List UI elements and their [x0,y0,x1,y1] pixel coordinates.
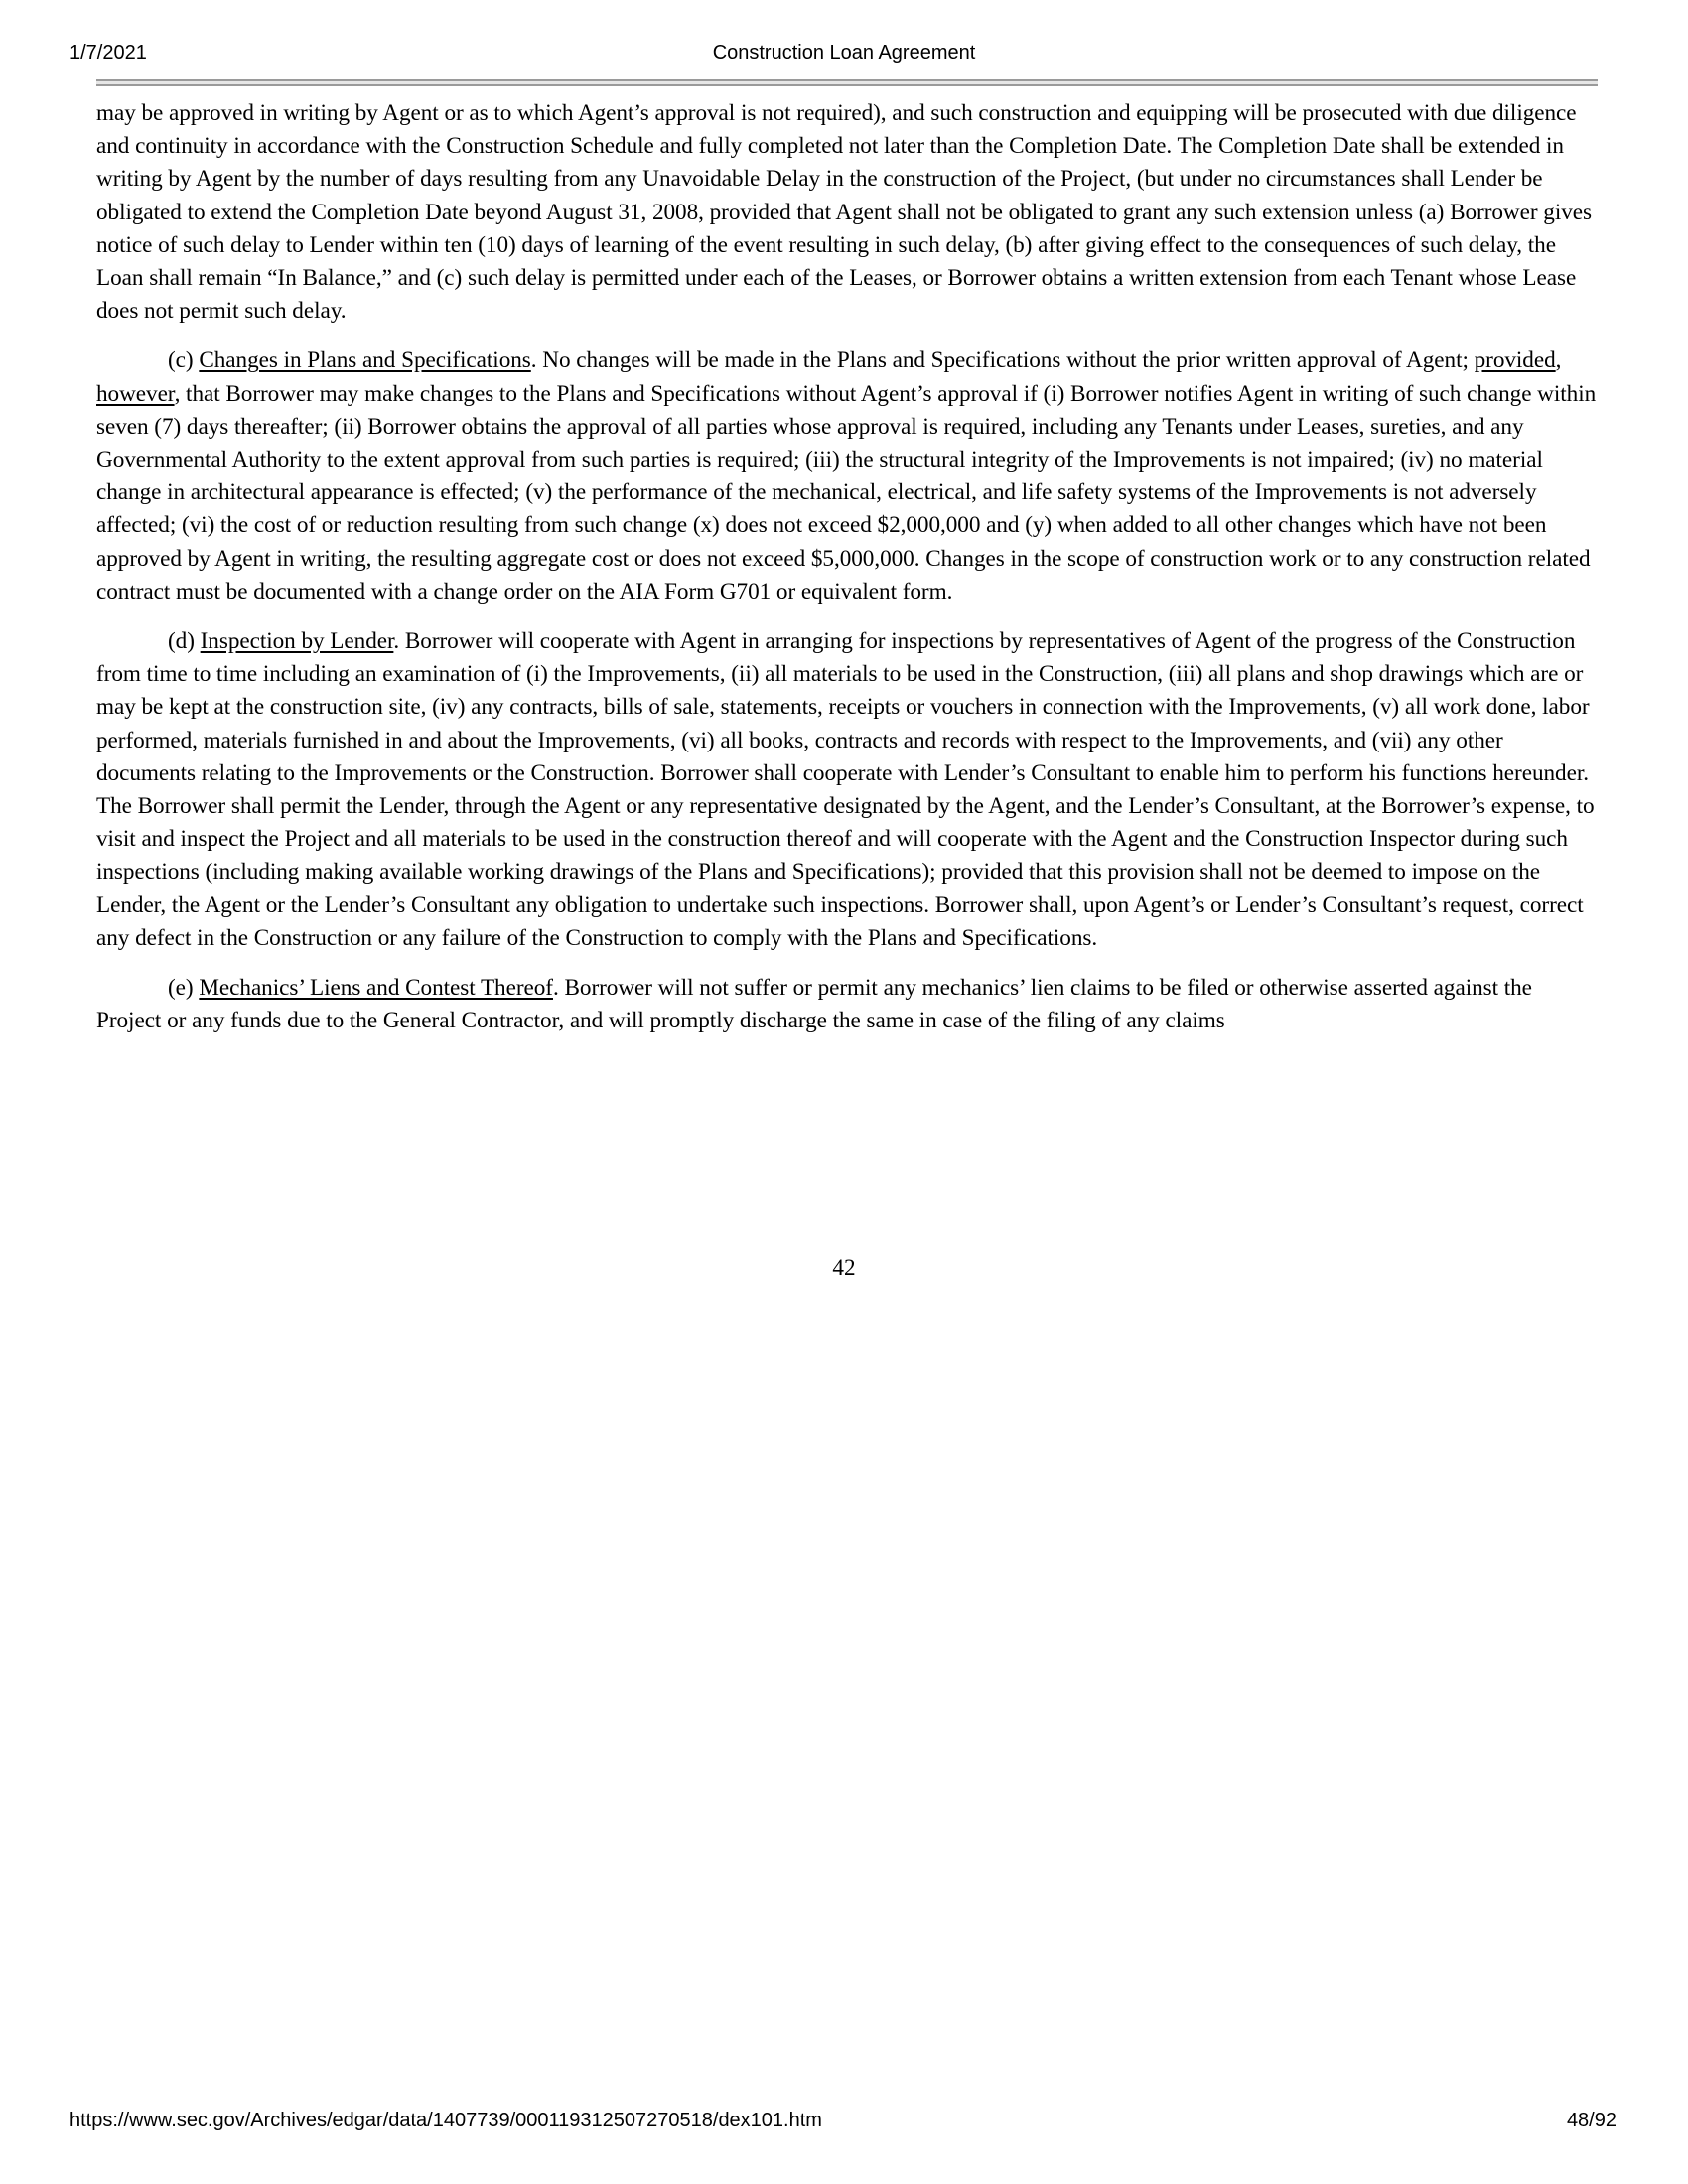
section-heading: Inspection by Lender [200,628,394,655]
page-number: 42 [832,1255,856,1281]
page-footer [0,2110,1688,2139]
emphasis-provided: provided [1474,347,1556,374]
paragraph-completion-date [96,97,1598,328]
paragraph-text: . Borrower will cooperate with Agent in arranging for inspections by representatives of Agent of the progress of the Construction from time to time including an examination of (i) the Improvements, (ii) all materials to be used in the Construction, (iii) all plans and shop drawings which are or may be kept at the construction site, (iv) any contracts, bills of sale, statements, receipts or vouchers in connection with the Improvements, (v) all work done, labor performed, materials furnished in and about the Improvements, (vi) all books, contracts and records with respect to the Improvements, and (vii) any other documents relating to the Improvements or the Construction. Borrower shall cooperate with Lender’s Consultant to enable him to perform his functions hereunder. The Borrower shall permit the Lender, through the Agent or any representative designated by the Agent, and the Lender’s Consultant, at the Borrower’s expense, to visit and inspect the Project and all materials to be used in the construction thereof and will cooperate with the Agent and the Construction Inspector during such inspections (including making available working drawings of the Plans and Specifications); provided that this provision shall not be deemed to impose on the Lender, the Agent or the Lender’s Consultant any obligation to undertake such inspections. Borrower shall, upon Agent’s or Lender’s Consultant’s request, correct any defect in the Construction or any failure of the Construction to comply with the Plans and Specifications. [96,628,1595,951]
paragraph-text: may be approved in writing by Agent or as to which Agent’s approval is not required), and such construction and equipping will be prosecuted with due diligence and continuity in accordance with the Construction Schedule and fully completed not later than the Completion Date. The Completion Date shall be extended in writing by Agent by the number of days resulting from any Unavoidable Delay in the construction of the Project, (but under no circumstances shall Lender be obligated to extend the Completion Date beyond August 31, 2008, provided that Agent shall not be obligated to grant any such extension unless (a) Borrower gives notice of such delay to Lender within ten (10) days of learning of the event resulting in such delay, (b) after giving effect to the consequences of such delay, the Loan shall remain “In Balance,” and (c) such delay is permitted under each of the Leases, or Borrower obtains a written extension from each Tenant whose Lease does not permit such delay. [96,100,1592,325]
paragraph-mechanics-liens [96,972,1598,1037]
paragraph-text: , that Borrower may make changes to the Plans and Specifications without Agent’s approval if (i) Borrower notifies Agent in writing of such change within seven (7) days thereafter; (ii) Borrower obtains the approval of all parties whose approval is required, including any Tenants under Leases, sureties, and any Governmental Authority to the extent approval from such parties is required; (iii) the structural integrity of the Improvements is not impaired; (iv) no material change in architectural appearance is effected; (v) the performance of the mechanical, electrical, and life safety systems of the Improvements is not adversely affected; (vi) the cost of or reduction resulting from such change (x) does not exceed $2,000,000 and (y) when added to all other changes which have not been approved by Agent in writing, the resulting aggregate cost or does not exceed $5,000,000. Changes in the scope of construction work or to any construction related contract must be documented with a change order on the AIA Form G701 or equivalent form. [96,380,1597,605]
page-header [0,0,1688,69]
document-title: Construction Loan Agreement [712,42,976,64]
section-label: (c) [168,347,194,374]
paragraph-text: . No changes will be made in the Plans and Specifications without the prior written approval of Agent; [530,347,1475,374]
header-divider [96,79,1598,86]
page-counter: 48/92 [1566,2110,1617,2131]
paragraph-text: . Borrower will not suffer or permit any mechanics’ lien claims to be filed or otherwise asserted against the Project or any funds due to the General Contractor, and will promptly discharge the same in case of the filing of any claims [96,975,1532,1034]
section-label: (e) [168,975,194,1002]
section-label: (d) [168,628,195,655]
paragraph-changes-in-plans [96,344,1598,609]
print-date: 1/7/2021 [70,42,147,64]
separator: , [1555,347,1562,374]
emphasis-however: however [96,380,175,407]
section-heading: Mechanics’ Liens and Contest Thereof [199,975,553,1002]
paragraph-inspection-by-lender [96,625,1598,955]
source-url[interactable]: https://www.sec.gov/Archives/edgar/data/1407739/000119312507270518/dex101.htm [70,2110,822,2131]
section-heading: Changes in Plans and Specifications [199,347,531,374]
document-body [96,97,1598,1054]
